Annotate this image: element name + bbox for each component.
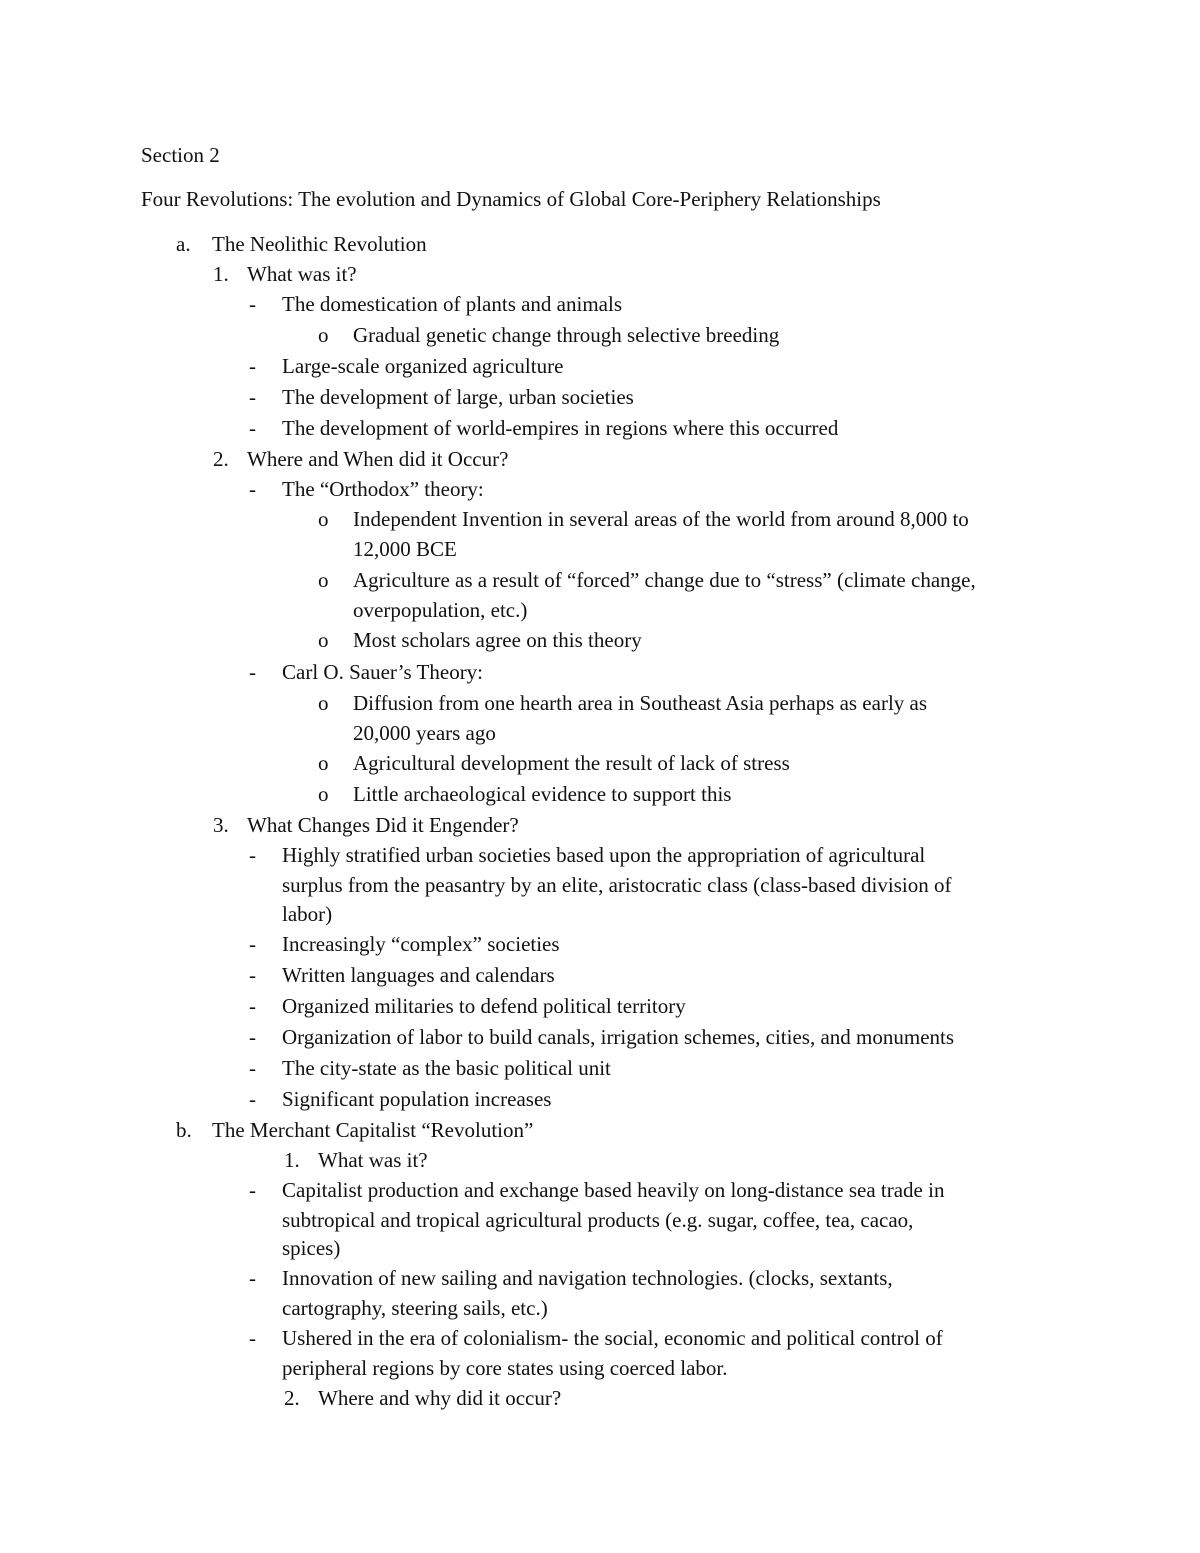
subheading: What Changes Did it Engender? xyxy=(247,813,519,837)
dash-marker: - xyxy=(249,1266,256,1290)
list-item: Organized militaries to defend political territory xyxy=(282,994,686,1018)
list-item: Independent Invention in several areas of the world from around 8,000 to xyxy=(353,507,969,531)
document-title: Four Revolutions: The evolution and Dynamics of Global Core-Periphery Relationships xyxy=(141,187,881,211)
list-item: Capitalist production and exchange based heavily on long-distance sea trade in xyxy=(282,1178,945,1202)
bullet-marker: o xyxy=(318,751,329,775)
heading-merchant-capitalist-revolution: The Merchant Capitalist “Revolution” xyxy=(212,1118,534,1142)
dash-marker: - xyxy=(249,994,256,1018)
dash-marker: - xyxy=(249,1326,256,1350)
dash-marker: - xyxy=(249,932,256,956)
list-marker: 1. xyxy=(213,262,229,286)
list-item: Innovation of new sailing and navigation technologies. (clocks, sextants, xyxy=(282,1266,893,1290)
list-item: The development of world-empires in regions where this occurred xyxy=(282,416,839,440)
list-item-continuation: peripheral regions by core states using coerced labor. xyxy=(282,1356,728,1380)
list-marker: b. xyxy=(176,1118,192,1142)
list-item: Agriculture as a result of “forced” change due to “stress” (climate change, xyxy=(353,568,976,592)
list-item: The “Orthodox” theory: xyxy=(282,477,484,501)
list-item: Highly stratified urban societies based upon the appropriation of agricultural xyxy=(282,843,926,867)
list-item-continuation: spices) xyxy=(282,1236,341,1260)
bullet-marker: o xyxy=(318,691,329,715)
list-item: Little archaeological evidence to support this xyxy=(353,782,732,806)
dash-marker: - xyxy=(249,292,256,316)
list-item-continuation: cartography, steering sails, etc.) xyxy=(282,1296,548,1320)
heading-neolithic-revolution: The Neolithic Revolution xyxy=(212,232,427,256)
subheading: Where and why did it occur? xyxy=(318,1386,562,1410)
list-marker: 1. xyxy=(284,1148,300,1172)
bullet-marker: o xyxy=(318,782,329,806)
list-marker: 2. xyxy=(284,1386,300,1410)
list-marker: a. xyxy=(176,232,191,256)
list-marker: 3. xyxy=(213,813,229,837)
list-item-continuation: 12,000 BCE xyxy=(353,537,457,561)
list-item-continuation: subtropical and tropical agricultural products (e.g. sugar, coffee, tea, cacao, xyxy=(282,1208,914,1232)
list-item: Agricultural development the result of lack of stress xyxy=(353,751,790,775)
dash-marker: - xyxy=(249,660,256,684)
list-item: The development of large, urban societies xyxy=(282,385,634,409)
list-item: Diffusion from one hearth area in Southeast Asia perhaps as early as xyxy=(353,691,928,715)
subheading: What was it? xyxy=(318,1148,428,1172)
list-item-continuation: labor) xyxy=(282,902,333,926)
list-item: Large-scale organized agriculture xyxy=(282,354,564,378)
subheading: Where and When did it Occur? xyxy=(247,447,509,471)
list-item: Increasingly “complex” societies xyxy=(282,932,560,956)
dash-marker: - xyxy=(249,1087,256,1111)
bullet-marker: o xyxy=(318,323,329,347)
list-item-continuation: overpopulation, etc.) xyxy=(353,598,528,622)
list-item-continuation: 20,000 years ago xyxy=(353,721,496,745)
dash-marker: - xyxy=(249,1025,256,1049)
list-item: Ushered in the era of colonialism- the social, economic and political control of xyxy=(282,1326,943,1350)
dash-marker: - xyxy=(249,385,256,409)
list-item: Significant population increases xyxy=(282,1087,552,1111)
dash-marker: - xyxy=(249,354,256,378)
dash-marker: - xyxy=(249,477,256,501)
dash-marker: - xyxy=(249,416,256,440)
list-item: Gradual genetic change through selective breeding xyxy=(353,323,780,347)
dash-marker: - xyxy=(249,843,256,867)
bullet-marker: o xyxy=(318,628,329,652)
section-label: Section 2 xyxy=(141,143,220,167)
list-item: The city-state as the basic political unit xyxy=(282,1056,611,1080)
subheading: What was it? xyxy=(247,262,357,286)
list-item: Carl O. Sauer’s Theory: xyxy=(282,660,484,684)
list-item: Organization of labor to build canals, irrigation schemes, cities, and monuments xyxy=(282,1025,955,1049)
bullet-marker: o xyxy=(318,568,329,592)
list-item: Most scholars agree on this theory xyxy=(353,628,642,652)
bullet-marker: o xyxy=(318,507,329,531)
list-item: The domestication of plants and animals xyxy=(282,292,622,316)
list-item-continuation: surplus from the peasantry by an elite, aristocratic class (class-based division of xyxy=(282,873,952,897)
list-item: Written languages and calendars xyxy=(282,963,555,987)
dash-marker: - xyxy=(249,963,256,987)
list-marker: 2. xyxy=(213,447,229,471)
dash-marker: - xyxy=(249,1056,256,1080)
dash-marker: - xyxy=(249,1178,256,1202)
